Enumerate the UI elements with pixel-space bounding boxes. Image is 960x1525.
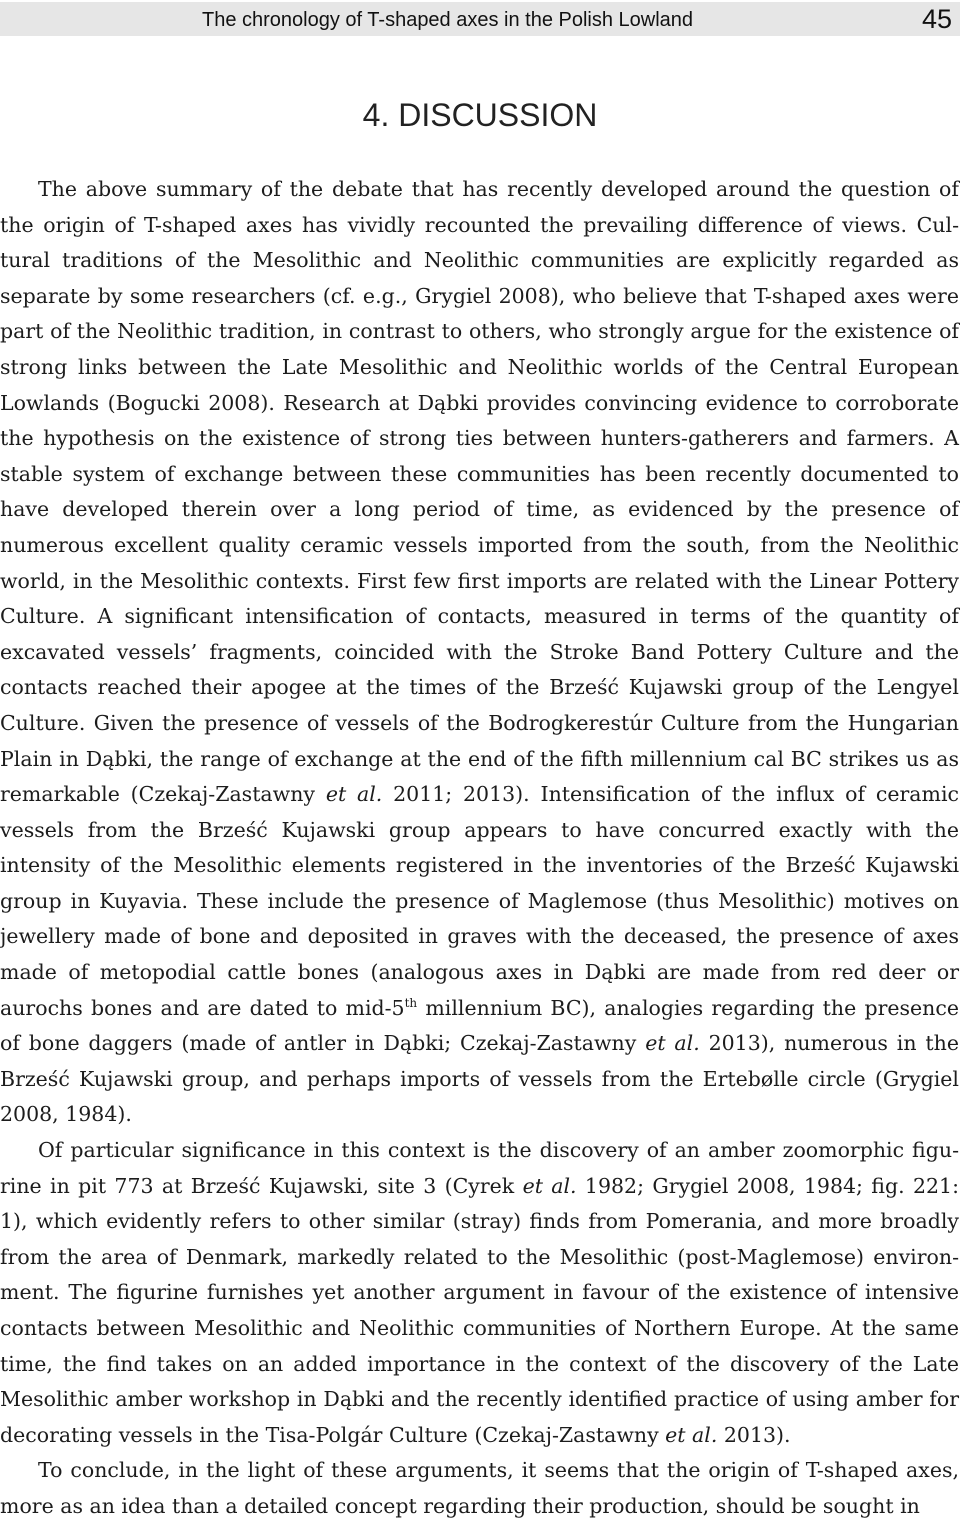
paragraph: [0, 1133, 959, 1453]
text-run: To conclude, in the light of these arguments, it seems that the origin of T-shaped axes, more as an idea than a detailed concept regarding their production, should be sought in: [0, 1458, 959, 1518]
paragraph: [0, 172, 959, 1133]
body-text: [0, 172, 959, 1525]
italic-text: et al.: [645, 1031, 700, 1056]
running-title: The chronology of T-shaped axes in the Polish Lowland: [202, 9, 694, 31]
text-run: millennium BC), analogies regarding the presence of bone daggers (made of antler in Dąbki; Czekaj-Zastawny: [0, 995, 959, 1056]
text-run: 2011; 2013). Intensification of the influx of ceramic vessels from the Brześć Kujawski group appears to have concurred exactly with the intensity of the Mesolithic elements registered in the inventories of the Brześć Kujawski group in Kuyavia. These include the presence of Maglemose (thus Mesolithic) motives on jewellery made of bone and deposited in graves with the deceased, the presence of axes made of metopodial cattle bones (analogous axes in Dąbki are made from red deer or aurochs bones and are dated to mid-5: [0, 782, 959, 1020]
running-header: [0, 2, 960, 36]
text-run: Of particular significance in this context is the discovery of an amber zoomorphic figurine in pit 773 at Brześć Kujawski, site 3 (Cyrek: [0, 1138, 959, 1198]
italic-text: et al.: [522, 1173, 577, 1198]
italic-text: et al.: [325, 782, 383, 807]
section-heading: 4. DISCUSSION: [362, 97, 598, 133]
superscript-text: th: [404, 995, 418, 1010]
text-run: 2013), numerous in the Brześć Kujawski group, and perhaps imports of vessels from the Ertebølle circle (Grygiel 2008, 1984).: [0, 1031, 959, 1127]
text-run: 1982; Grygiel 2008, 1984; fig. 221: 1), which evidently refers to other similar (stray) finds from Pomerania, and more broadly from the area of Denmark, markedly related to the Mesolithic (post-Maglemose) environment. The figurine furnishes yet another argument in favour of the existence of intensive contacts between Mesolithic and Neolithic communities of Northern Europe. At the same time, the find takes on an added importance in the context of the discovery of the Late Mesolithic amber workshop in Dąbki and the recently identified practice of using amber for decorating vessels in the Tisa-Polgár Culture (Czekaj-Zastawny: [0, 1173, 959, 1447]
text-run: 2013).: [717, 1422, 791, 1447]
text-run: The above summary of the debate that has recently developed around the question of the origin of T-shaped axes has vividly recounted the prevailing difference of views. Cultural traditions of the Mesolithic and Neolithic communities are explicitly regarded as separate by some researchers (cf. e.g., Grygiel 2008), who believe that T-shaped axes were part of the Neolithic tradition, in contrast to others, who strongly argue for the existence of strong links between the Late Mesolithic and Neolithic worlds of the Central European Lowlands (Bogucki 2008). Research at Dąbki provides convincing evidence to corroborate the hypothesis on the existence of strong ties between hunters-gatherers and farmers. A stable system of exchange between these communities has been recently documented to have developed therein over a long period of time, as evidenced by the presence of numerous excellent quality ceramic vessels imported from the south, from the Neolithic world, in the Mesolithic contexts. First few first imports are related with the Linear Pottery Culture. A significant intensification of contacts, measured in terms of the quantity of excavated vessels’ fragments, coincided with the Stroke Band Pottery Culture and the contacts reached their apogee at the times of the Brześć Kujawski group of the Lengyel Culture. Given the presence of vessels of the Bodrogkerestúr Culture from the Hungarian Plain in Dąbki, the range of exchange at the end of the fifth millennium cal BC strikes us as remarkable (Czekaj-Zastawny: [0, 177, 959, 807]
page-number: 45: [921, 4, 952, 34]
italic-text: et al.: [665, 1422, 718, 1447]
